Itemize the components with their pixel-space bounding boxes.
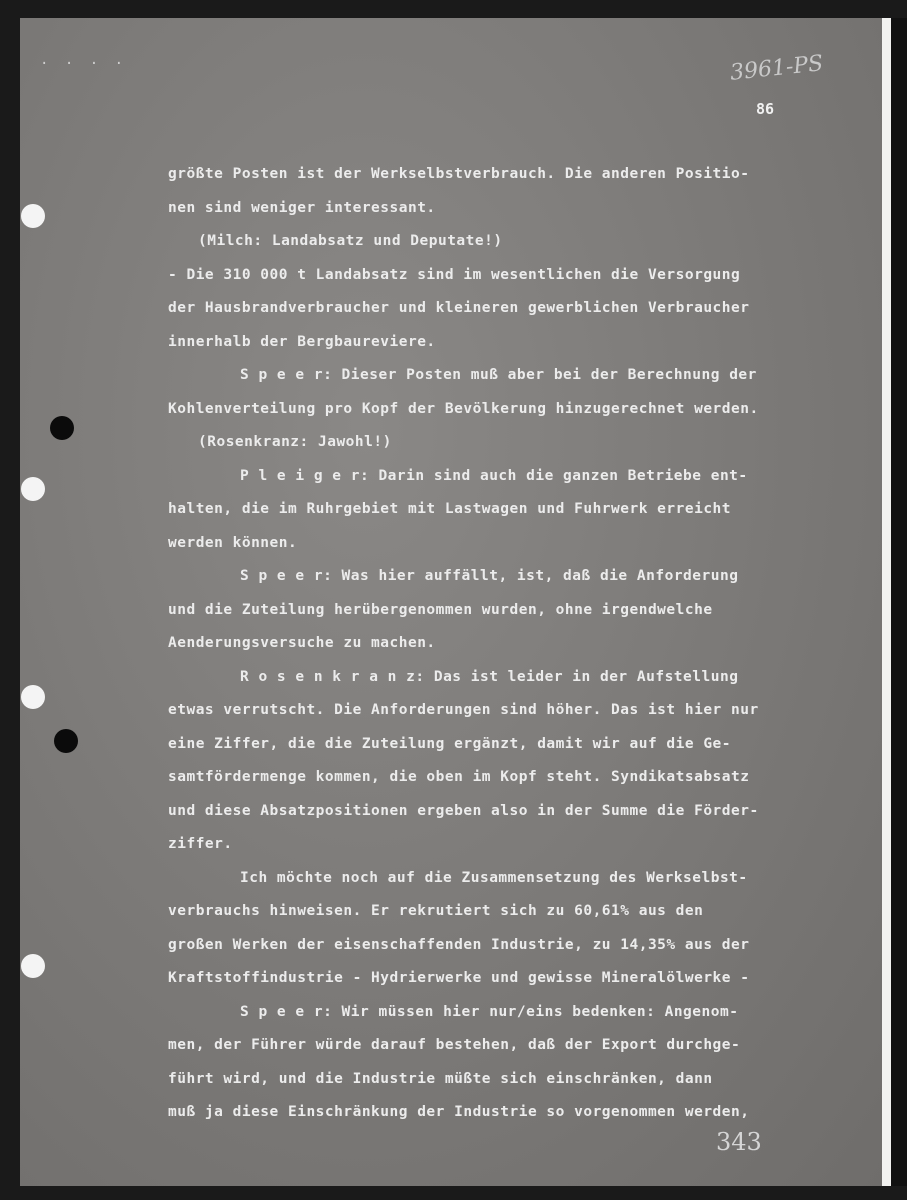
text-line: [168, 828, 828, 862]
text-line: [168, 694, 828, 728]
text-line: [168, 493, 828, 527]
line-text: verbrauchs hinweisen. Er rekrutiert sich zu 60,61% aus den: [168, 903, 704, 919]
corner-marks: . . . .: [40, 52, 128, 68]
line-text: größte Posten ist der Werkselbstverbrauch. Die anderen Positio-: [168, 166, 750, 182]
text-line: [168, 326, 828, 360]
line-text: halten, die im Ruhrgebiet mit Lastwagen und Fuhrwerk erreicht: [168, 501, 732, 517]
text-line: [168, 292, 828, 326]
text-line: [168, 627, 828, 661]
stamp-number: 343: [716, 1128, 762, 1156]
line-text: men, der Führer würde darauf bestehen, daß der Export durchge-: [168, 1037, 741, 1053]
punch-hole: [54, 729, 78, 753]
line-text: werden können.: [168, 534, 298, 551]
text-line: [168, 460, 828, 494]
line-text: großen Werken der eisenschaffenden Industrie, zu 14,35% aus der: [168, 936, 750, 953]
line-text: Aenderungsversuche zu machen.: [168, 635, 436, 651]
text-line: [168, 594, 828, 628]
line-text: (Milch: Landabsatz und Deputate!): [198, 233, 503, 249]
line-text: samtfördermenge kommen, die oben im Kopf steht. Syndikatsabsatz: [168, 769, 750, 785]
text-line: [168, 761, 828, 795]
punch-hole: [21, 685, 45, 709]
line-text: Ich möchte noch auf die Zusammensetzung des Werkselbst-: [240, 869, 748, 886]
speaker-name: R o s e n k r a n z:: [240, 668, 425, 685]
line-text: Was hier auffällt, ist, daß die Anforderung: [332, 568, 739, 584]
text-line: [168, 661, 828, 695]
text-line: [168, 393, 828, 427]
line-text: eine Ziffer, die die Zuteilung ergänzt, damit wir auf die Ge-: [168, 735, 732, 752]
text-line: [168, 359, 828, 393]
page-edge-strip: [882, 18, 891, 1186]
text-line: [168, 225, 828, 259]
punch-hole: [21, 954, 45, 978]
text-line: [168, 1096, 828, 1130]
body-text: [168, 158, 828, 1130]
document-reference: 3961-PS: [728, 51, 825, 86]
scan-border: [891, 18, 907, 1186]
text-line: [168, 158, 828, 192]
punch-hole: [21, 477, 45, 501]
text-line: [168, 996, 828, 1030]
speaker-name: P l e i g e r:: [240, 467, 370, 484]
text-line: [168, 728, 828, 762]
text-line: [168, 527, 828, 561]
text-line: [168, 795, 828, 829]
punch-hole: [50, 416, 74, 440]
text-line: [168, 1063, 828, 1097]
line-text: muß ja diese Einschränkung der Industrie so vorgenommen werden,: [168, 1104, 750, 1120]
text-line: [168, 192, 828, 226]
line-text: - Die 310 000 t Landabsatz sind im wesentlichen die Versorgung: [168, 266, 741, 283]
speaker-name: S p e e r:: [240, 367, 333, 383]
text-line: [168, 1029, 828, 1063]
text-line: [168, 929, 828, 963]
line-text: führt wird, und die Industrie müßte sich einschränken, dann: [168, 1070, 713, 1087]
speaker-name: S p e e r:: [240, 1003, 333, 1020]
text-line: [168, 426, 828, 460]
punch-hole: [21, 204, 45, 228]
line-text: und diese Absatzpositionen ergeben also in der Summe die Förder-: [168, 802, 759, 819]
text-line: [168, 895, 828, 929]
line-text: nen sind weniger interessant.: [168, 199, 436, 216]
line-text: Kraftstoffindustrie - Hydrierwerke und gewisse Mineralölwerke -: [168, 970, 750, 986]
line-text: und die Zuteilung herübergenommen wurden, ohne irgendwelche: [168, 601, 713, 618]
line-text: innerhalb der Bergbaureviere.: [168, 333, 436, 350]
text-line: [168, 259, 828, 293]
line-text: Dieser Posten muß aber bei der Berechnung der: [332, 367, 757, 383]
line-text: der Hausbrandverbraucher und kleineren gewerblichen Verbraucher: [168, 300, 750, 316]
text-line: [168, 560, 828, 594]
text-line: [168, 862, 828, 896]
line-text: etwas verrutscht. Die Anforderungen sind höher. Das ist hier nur: [168, 702, 759, 718]
line-text: Wir müssen hier nur/eins bedenken: Angenom-: [332, 1003, 739, 1020]
text-line: [168, 962, 828, 996]
line-text: (Rosenkranz: Jawohl!): [198, 434, 392, 450]
line-text: Kohlenverteilung pro Kopf der Bevölkerung hinzugerechnet werden.: [168, 400, 759, 417]
line-text: ziffer.: [168, 836, 233, 852]
line-text: Darin sind auch die ganzen Betriebe ent-: [369, 467, 748, 484]
speaker-name: S p e e r:: [240, 568, 333, 584]
line-text: Das ist leider in der Aufstellung: [424, 668, 739, 685]
page-number: 86: [756, 100, 775, 118]
